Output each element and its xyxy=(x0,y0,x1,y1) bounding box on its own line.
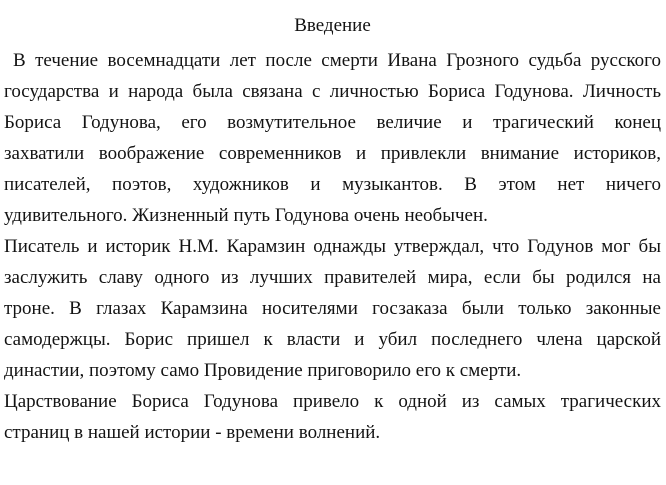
text-line: заслужить славу одного из лучших правителей мира, если бы родился на xyxy=(4,267,661,288)
text-line: писателей, поэтов, художников и музыкантов. В этом нет ничего xyxy=(4,174,661,195)
text-line: самодержцы. Борис пришел к власти и убил последнего члена царской xyxy=(4,329,661,350)
text-line: Бориса Годунова, его возмутительное величие и трагический конец xyxy=(4,112,661,133)
text-line: удивительного. Жизненный путь Годунова очень необычен. xyxy=(4,205,488,226)
text-line: династии, поэтому само Провидение приговорило его к смерти. xyxy=(4,360,522,381)
text-line: захватили воображение современников и привлекли внимание историков, xyxy=(4,143,661,164)
text-line: Царствование Бориса Годунова привело к одной из самых трагических xyxy=(4,391,661,412)
text-line: В течение восемнадцати лет после смерти Ивана Грозного судьба русского xyxy=(13,50,661,71)
document-body xyxy=(4,45,661,448)
text-line: Писатель и историк Н.М. Карамзин однажды утверждал, что Годунов мог бы xyxy=(4,236,661,257)
text-line: троне. В глазах Карамзина носителями госзаказа были только законные xyxy=(4,298,661,319)
text-line: государства и народа была связана с личностью Бориса Годунова. Личность xyxy=(4,81,661,102)
text-line: страниц в нашей истории - времени волнений. xyxy=(4,422,381,443)
document-title: Введение xyxy=(294,15,371,36)
